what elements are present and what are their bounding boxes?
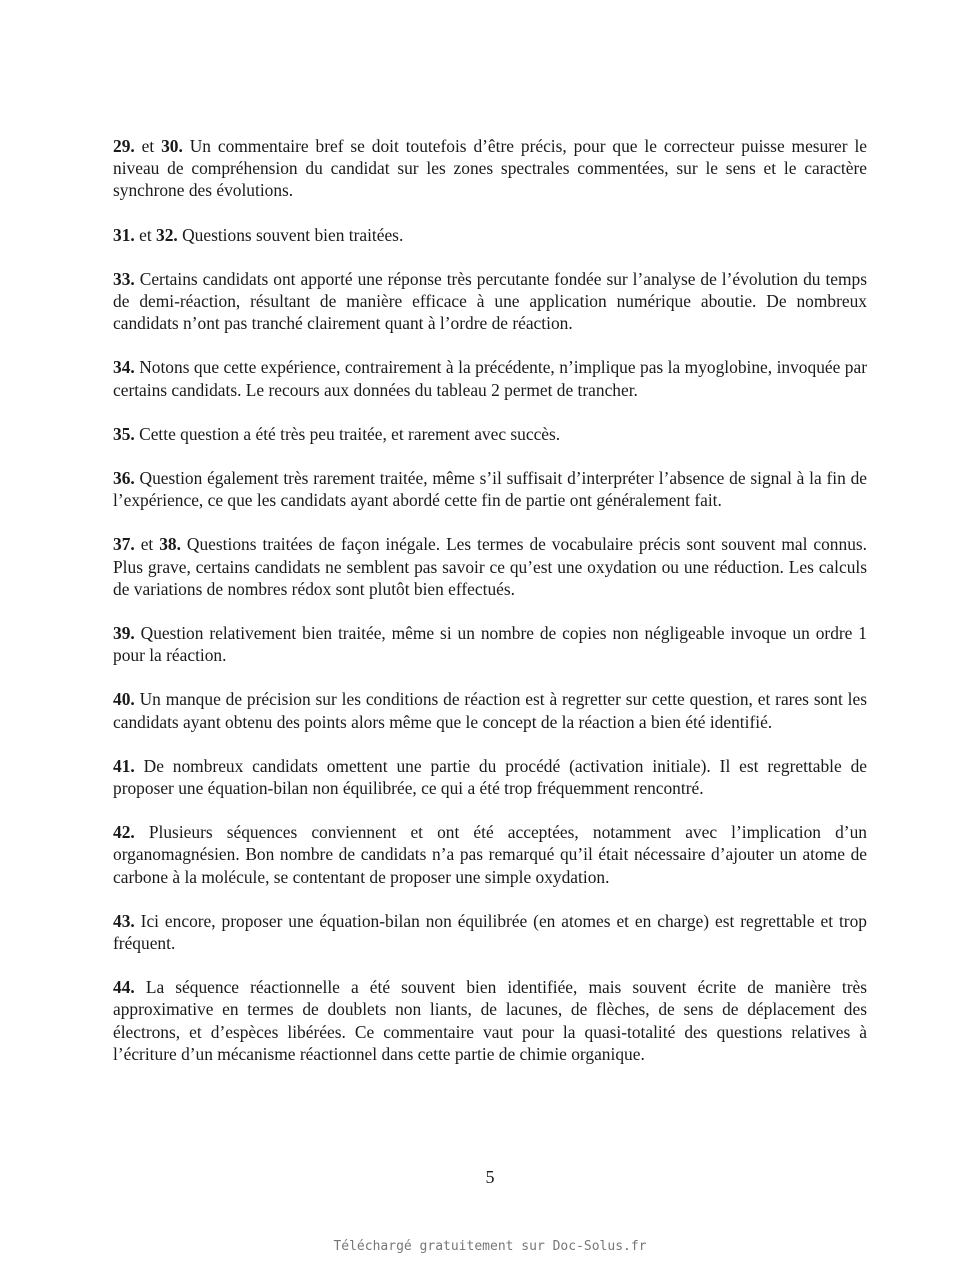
paragraph-text: Plusieurs séquences conviennent et ont été acceptées, notamment avec l’implication d’un organomagnésien. Bon nombre de candidats n’a pas remarqué qu’il était nécessaire d’ajouter un atome de carbone à la molécule, se contentant de proposer une simple oxydation. <box>113 822 867 887</box>
question-number: 31. <box>113 224 135 245</box>
paragraph-42 <box>113 821 867 888</box>
question-number: 41. <box>113 755 135 776</box>
question-number: 29. <box>113 136 135 156</box>
paragraph-text: Cette question a été très peu traitée, et rarement avec succès. <box>134 423 561 444</box>
question-number: 39. <box>113 623 135 644</box>
paragraph-text: La séquence réactionnelle a été souvent bien identifiée, mais souvent écrite de manière très approximative en termes de doublets non liants, de lacunes, de flèches, de sens de déplacement des électrons, et d’espèces libérées. Ce commentaire vaut pour la quasi-totalité des questions relatives à l’écriture d’un mécanisme réactionnel dans cette partie de chimie organique. <box>113 977 867 1064</box>
connector: et <box>134 534 160 555</box>
question-number: 42. <box>113 822 135 843</box>
question-number: 44. <box>113 977 135 998</box>
paragraph-text: Question relativement bien traitée, même si un nombre de copies non négligeable invoque un ordre 1 pour la réaction. <box>113 623 867 666</box>
paragraph-31-32 <box>113 224 867 246</box>
question-number: 36. <box>113 468 135 489</box>
question-number: 43. <box>113 910 135 931</box>
document-body <box>113 135 867 1087</box>
paragraph-34 <box>113 356 867 400</box>
paragraph-text: Un commentaire bref se doit toutefois d’être précis, pour que le correcteur puisse mesurer le niveau de compréhension du candidat sur les zones spectrales commentées, sur le sens et le caractère synchrone des évolutions. <box>113 136 867 201</box>
paragraph-40 <box>113 688 867 732</box>
connector: et <box>134 224 156 245</box>
paragraph-text: Un manque de précision sur les conditions de réaction est à regretter sur cette question, et rares sont les candidats ayant obtenu des points alors même que le concept de la réaction a bien été identifié. <box>113 689 867 732</box>
paragraph-36 <box>113 467 867 511</box>
question-number: 32. <box>156 224 178 245</box>
question-number: 37. <box>113 534 135 555</box>
paragraph-text: Questions souvent bien traitées. <box>177 224 404 245</box>
question-number: 40. <box>113 689 135 710</box>
paragraph-37-38 <box>113 533 867 600</box>
page-number: 5 <box>485 1167 495 1187</box>
question-number: 38. <box>159 534 181 555</box>
paragraph-43 <box>113 910 867 954</box>
paragraph-35 <box>113 423 867 445</box>
connector: et <box>134 136 162 156</box>
question-number: 35. <box>113 423 135 444</box>
question-number: 30. <box>161 136 183 156</box>
question-number: 34. <box>113 357 135 378</box>
question-number: 33. <box>113 268 135 289</box>
paragraph-33 <box>113 268 867 335</box>
paragraph-text: Certains candidats ont apporté une réponse très percutante fondée sur l’analyse de l’évolution du temps de demi-réaction, résultant de manière efficace à une application numérique aboutie. De nombreux candidats n’ont pas tranché clairement quant à l’ordre de réaction. <box>113 268 867 334</box>
paragraph-text: Ici encore, proposer une équation-bilan non équilibrée (en atomes et en charge) est regrettable et trop fréquent. <box>113 910 867 954</box>
paragraph-29-30 <box>113 135 867 202</box>
paragraph-text: Question également très rarement traitée, même s’il suffisait d’interpréter l’absence de signal à la fin de l’expérience, ce que les candidats ayant abordé cette fin de partie ont généralement fait. <box>113 468 867 511</box>
paragraph-text: Notons que cette expérience, contrairement à la précédente, n’implique pas la myoglobine, invoquée par certains candidats. Le recours aux données du tableau 2 permet de trancher. <box>113 357 867 400</box>
paragraph-text: Questions traitées de façon inégale. Les termes de vocabulaire précis sont souvent mal connus. Plus grave, certains candidats ne semblent pas savoir ce qu’est une oxydation ou une réduction. Les calculs de variations de nombres rédox sont plutôt bien effectués. <box>113 534 868 599</box>
paragraph-44 <box>113 976 867 1065</box>
footer-watermark: Téléchargé gratuitement sur Doc-Solus.fr <box>333 1239 647 1254</box>
paragraph-39 <box>113 622 867 666</box>
paragraph-41 <box>113 755 867 799</box>
paragraph-text: De nombreux candidats omettent une partie du procédé (activation initiale). Il est regrettable de proposer une équation-bilan non équilibrée, ce qui a été trop fréquemment rencontré. <box>113 755 867 799</box>
